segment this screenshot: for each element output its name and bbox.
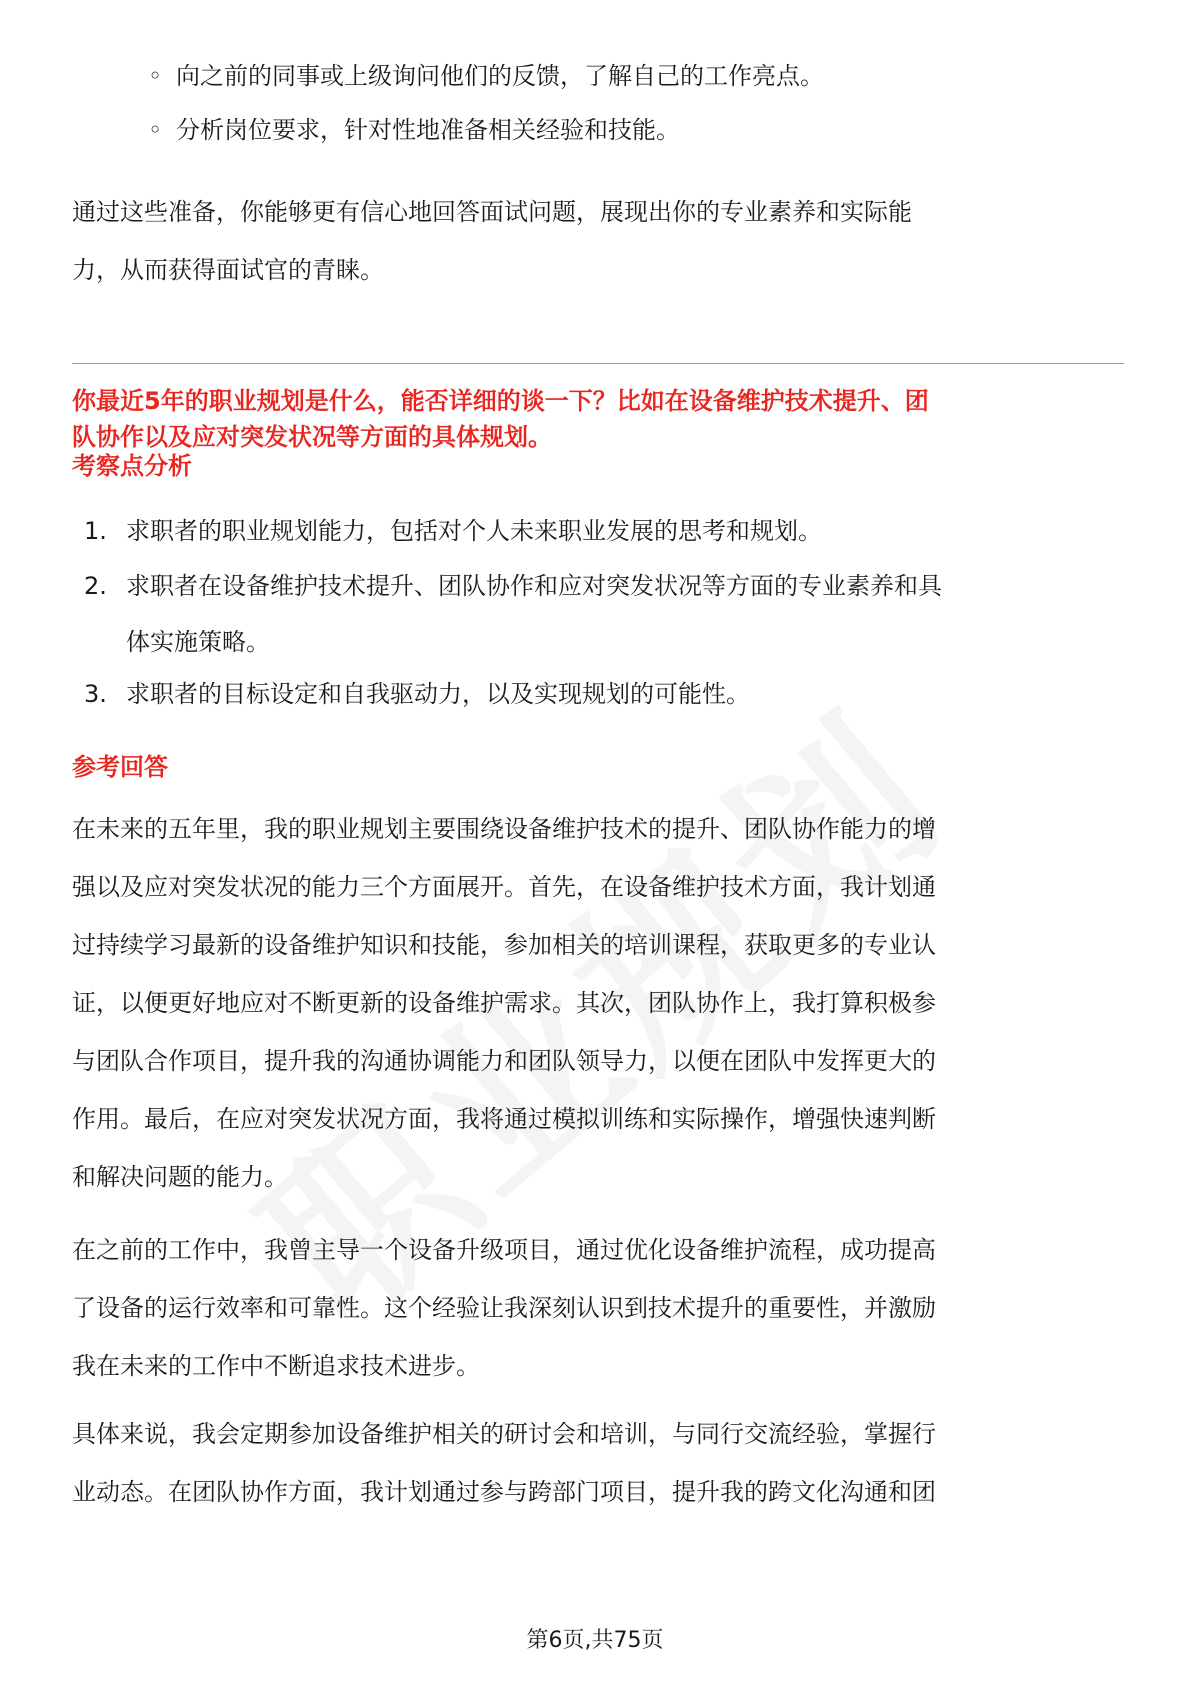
analysis-item: 2. 求职者在设备维护技术提升、团队协作和应对突发状况等方面的专业素养和具 体实施策略。: [84, 572, 942, 656]
page-number: 第6页,共75页: [526, 1628, 664, 1653]
answer-heading: 参考回答: [72, 753, 168, 781]
bullet-circle-icon: ◦: [148, 116, 163, 144]
intro-paragraph: 通过这些准备，你能够更有信心地回答面试问题，展现出你的专业素养和实际能 力，从而获得面试官的青睐。: [72, 198, 912, 284]
analysis-item: 3. 求职者的目标设定和自我驱动力，以及实现规划的可能性。: [84, 680, 750, 708]
question-title: 你最近5年的职业规划是什么，能否详细的谈一下？比如在设备维护技术提升、团 队协作以及应对突发状况等方面的具体规划。: [72, 387, 929, 451]
bullet-item: ◦ 向之前的同事或上级询问他们的反馈，了解自己的工作亮点。: [148, 56, 824, 96]
bullet-item: ◦ 分析岗位要求，针对性地准备相关经验和技能。: [148, 110, 680, 150]
bullet-circle-icon: ◦: [148, 62, 163, 90]
analysis-item: 1. 求职者的职业规划能力，包括对个人未来职业发展的思考和规划。: [84, 517, 822, 545]
section-divider: [72, 363, 1124, 364]
answer-paragraph: 在之前的工作中，我曾主导一个设备升级项目，通过优化设备维护流程，成功提高 了设备的运行效率和可靠性。这个经验让我深刻认识到技术提升的重要性，并激励 我在未来的工作中不断追求技术进步。: [72, 1236, 936, 1380]
analysis-heading: 考察点分析: [72, 452, 192, 480]
answer-paragraph: 在未来的五年里，我的职业规划主要围绕设备维护技术的提升、团队协作能力的增 强以及应对突发状况的能力三个方面展开。首先，在设备维护技术方面，我计划通 过持续学习最新的设备维护知识和技能，参加相关的培训课程，获取更多的专业认 证，以便更好地应对不断更新的设备维护需求。其次，团队协作上，我打算积极参 与团队合作项目，提升我的沟通协调能力和团队领导力，以便在团队中发挥更大的 作用。最后，在应对突发状况方面，我将通过模拟训练和实际操作，增强快速判断 和解决问题的能力。: [72, 815, 936, 1191]
answer-paragraph: 具体来说，我会定期参加设备维护相关的研讨会和培训，与同行交流经验，掌握行 业动态。在团队协作方面，我计划通过参与跨部门项目，提升我的跨文化沟通和团: [72, 1420, 936, 1506]
